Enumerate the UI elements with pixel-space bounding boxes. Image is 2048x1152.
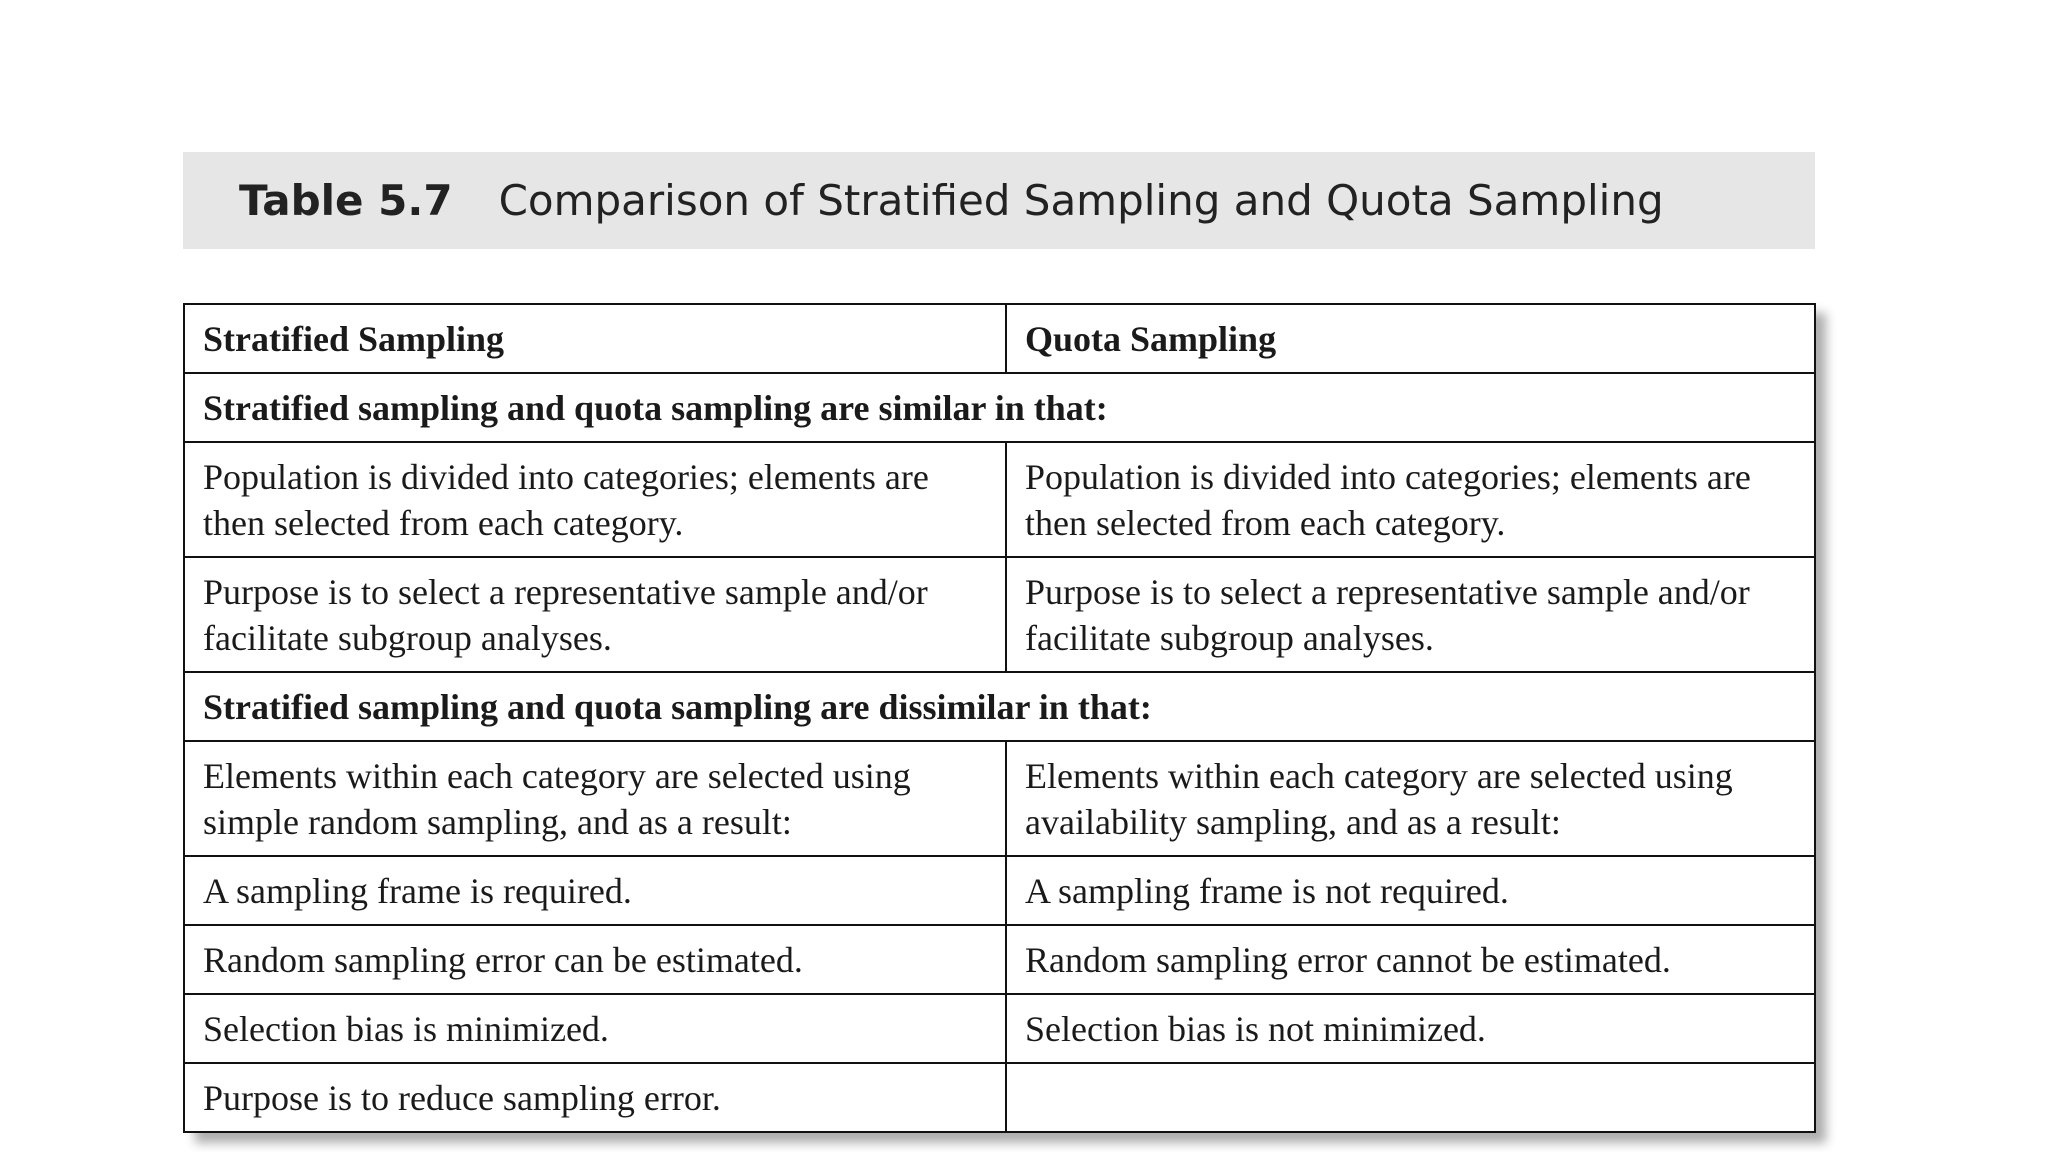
table-row	[184, 442, 1815, 557]
table-title: Comparison of Stratified Sampling and Quota Sampling	[498, 176, 1664, 225]
column-header-quota: Quota Sampling	[1006, 304, 1815, 373]
table-caption	[183, 152, 1815, 249]
section-heading-dissimilar: Stratified sampling and quota sampling are dissimilar in that:	[184, 672, 1815, 741]
column-header-stratified: Stratified Sampling	[184, 304, 1006, 373]
stratified-cell: Purpose is to reduce sampling error.	[184, 1063, 1006, 1132]
table-row	[184, 741, 1815, 856]
table-row	[184, 925, 1815, 994]
comparison-table-container	[183, 303, 1814, 1133]
quota-cell: Purpose is to select a representative sample and/or facilitate subgroup analyses.	[1006, 557, 1815, 672]
table-row	[184, 856, 1815, 925]
comparison-table	[183, 303, 1816, 1133]
table-row	[184, 1063, 1815, 1132]
stratified-cell: Population is divided into categories; elements are then selected from each category.	[184, 442, 1006, 557]
quota-cell: A sampling frame is not required.	[1006, 856, 1815, 925]
stratified-cell: Purpose is to select a representative sample and/or facilitate subgroup analyses.	[184, 557, 1006, 672]
quota-cell: Population is divided into categories; elements are then selected from each category.	[1006, 442, 1815, 557]
quota-cell: Selection bias is not minimized.	[1006, 994, 1815, 1063]
section-heading-row	[184, 373, 1815, 442]
stratified-cell: A sampling frame is required.	[184, 856, 1006, 925]
table-row	[184, 557, 1815, 672]
stratified-cell: Selection bias is minimized.	[184, 994, 1006, 1063]
section-heading-row	[184, 672, 1815, 741]
table-header-row	[184, 304, 1815, 373]
table-row	[184, 994, 1815, 1063]
stratified-cell: Elements within each category are selected using simple random sampling, and as a result:	[184, 741, 1006, 856]
quota-cell: Random sampling error cannot be estimated.	[1006, 925, 1815, 994]
quota-cell: Elements within each category are selected using availability sampling, and as a result:	[1006, 741, 1815, 856]
table-number: Table 5.7	[239, 176, 453, 225]
stratified-cell: Random sampling error can be estimated.	[184, 925, 1006, 994]
section-heading-similar: Stratified sampling and quota sampling are similar in that:	[184, 373, 1815, 442]
quota-cell-empty	[1006, 1063, 1815, 1132]
